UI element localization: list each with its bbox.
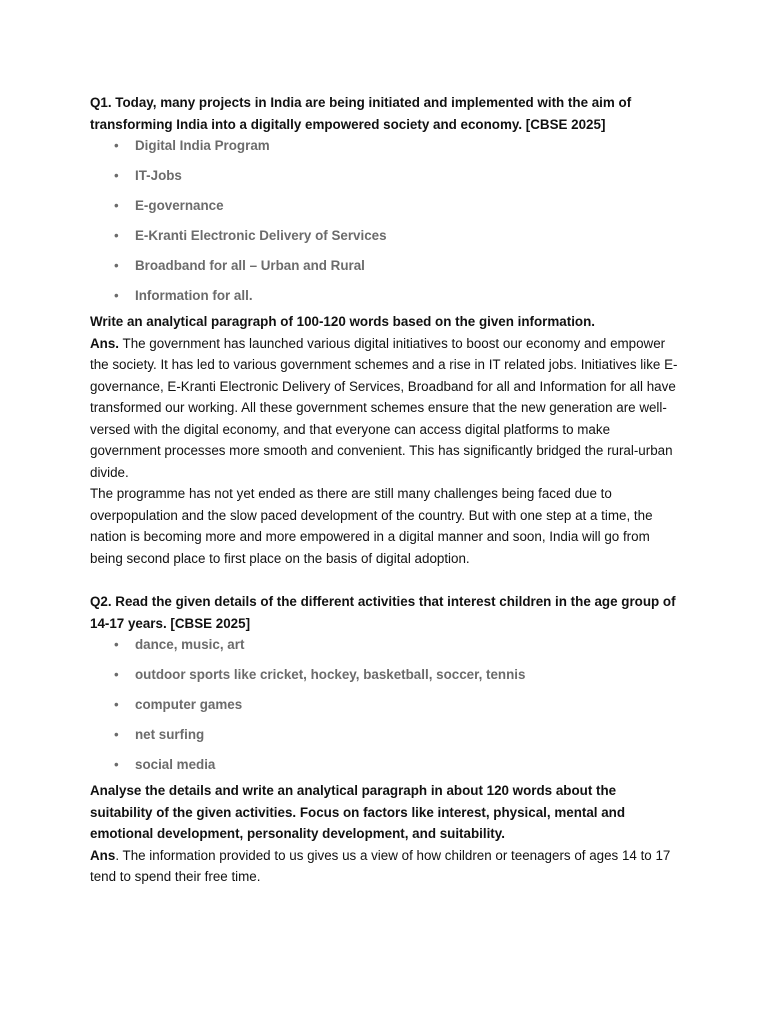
q1-question: Q1. Today, many projects in India are being initiated and implemented with the aim of transforming India into a digitally empowered society and economy. [CBSE 2025]	[90, 95, 632, 132]
document-page	[90, 92, 680, 888]
bullet-icon: •	[114, 637, 119, 652]
q1-answer-paragraph-2: The programme has not yet ended as there are still many challenges being faced due to overpopulation and the slow paced development of the country. But with one step at a time, the nation is becoming more and more empowered in a digital manner and soon, India will go from being second place to first place on the basis of digital adoption.	[90, 486, 653, 566]
list-item: • social media	[90, 754, 680, 780]
list-item: • E-Kranti Electronic Delivery of Services	[90, 225, 680, 255]
list-item: • IT-Jobs	[90, 165, 680, 195]
q2-instruction: Analyse the details and write an analytical paragraph in about 120 words about the suitability of the given activities. Focus on factors like interest, physical, mental and emotional development, personality development, and suitability.	[90, 783, 626, 841]
list-item: • Broadband for all – Urban and Rural	[90, 255, 680, 285]
q2-bullet-list	[90, 634, 680, 780]
bullet-icon: •	[114, 138, 119, 153]
list-item: • E-governance	[90, 195, 680, 225]
q1-bullet-list	[90, 135, 680, 311]
q1-answer-label: Ans.	[90, 335, 120, 351]
q1-answer	[90, 333, 680, 484]
bullet-icon: •	[114, 288, 119, 303]
section-spacer	[90, 569, 680, 591]
bullet-icon: •	[114, 667, 119, 682]
list-item: • Digital India Program	[90, 135, 680, 165]
list-item: • net surfing	[90, 724, 680, 754]
bullet-icon: •	[114, 757, 119, 772]
bullet-icon: •	[114, 228, 119, 243]
list-item: • computer games	[90, 694, 680, 724]
bullet-icon: •	[114, 198, 119, 213]
q1-instruction: Write an analytical paragraph of 100-120 words based on the given information.	[90, 314, 595, 329]
bullet-icon: •	[114, 727, 119, 742]
list-item: • dance, music, art	[90, 634, 680, 664]
q2-answer-text: . The information provided to us gives us a view of how children or teenagers of ages 14 to 17 tend to spend their free time.	[90, 847, 671, 884]
list-item: • Information for all.	[90, 285, 680, 311]
bullet-icon: •	[114, 258, 119, 273]
q2-answer-label: Ans	[90, 847, 116, 863]
list-item: • outdoor sports like cricket, hockey, basketball, soccer, tennis	[90, 664, 680, 694]
q2-answer	[90, 845, 680, 888]
bullet-icon: •	[114, 697, 119, 712]
q2-question: Q2. Read the given details of the different activities that interest children in the age group of 14-17 years. [CBSE 2025]	[90, 594, 676, 631]
q1-answer-text: The government has launched various digital initiatives to boost our economy and empower the society. It has led to various government schemes and a rise in IT related jobs. Initiatives like E-governance, E-Kranti Electronic Delivery of Services, Broadband for all and Information for all have transformed our working. All these government schemes ensure that the new generation are well-versed with the digital economy, and that everyone can access digital platforms to make government processes more smooth and convenient. This has significantly bridged the rural-urban divide.	[90, 335, 678, 480]
bullet-icon: •	[114, 168, 119, 183]
